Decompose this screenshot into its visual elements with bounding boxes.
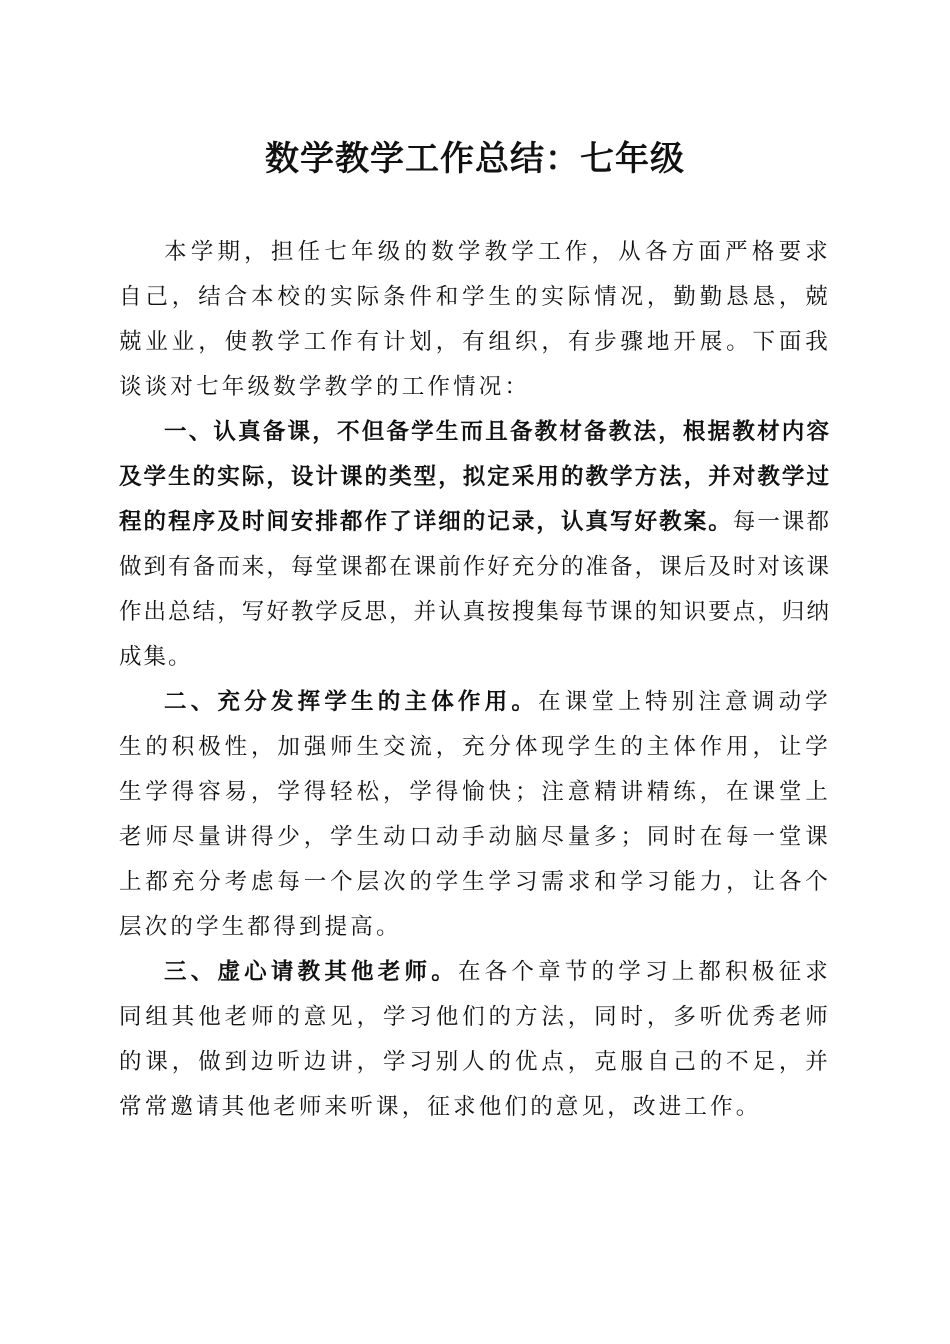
page-title: 数学教学工作总结：七年级 xyxy=(265,139,685,179)
section-text: 在各个章节的学习上都积极征求同组其他老师的意见，学习他们的方法，同时，多听优秀老师的课，做到边听边讲，学习别人的优点，克服自己的不足，并常常邀请其他老师来听课，征求他们的意见，改进工作。 xyxy=(119,959,832,1120)
section-heading: 二、充分发挥学生的主体作用。 xyxy=(164,689,539,715)
section-paragraph xyxy=(119,410,831,680)
section-paragraph xyxy=(119,680,831,950)
section-paragraph xyxy=(119,950,831,1130)
intro-paragraph: 本学期，担任七年级的数学教学工作，从各方面严格要求自己，结合本校的实际条件和学生的实际情况，勤勤恳恳，兢兢业业，使教学工作有计划，有组织，有步骤地开展。下面我谈谈对七年级数学教学的工作情况： xyxy=(119,239,831,400)
section-heading: 一、认真备课，不但备学生而且备教材备教法，根据教材内容及学生的实际，设计课的类型，拟定采用的教学方法，并对教学过程的程序及时间安排都作了详细的记录，认真写好教案。 xyxy=(119,419,831,535)
section-text: 在课堂上特别注意调动学生的积极性，加强师生交流，充分体现学生的主体作用，让学生学得容易，学得轻松，学得愉快；注意精讲精练，在课堂上老师尽量讲得少，学生动口动手动脑尽量多；同时在每一堂课上都充分考虑每一个层次的学生学习需求和学习能力，让各个层次的学生都得到提高。 xyxy=(119,689,831,940)
document-body xyxy=(119,230,831,1130)
section-heading: 三、虚心请教其他老师。 xyxy=(164,959,458,985)
section-text: 每一课都做到有备而来，每堂课都在课前作好充分的准备，课后及时对该课作出总结，写好教学反思，并认真按搜集每节课的知识要点，归纳成集。 xyxy=(119,509,831,670)
